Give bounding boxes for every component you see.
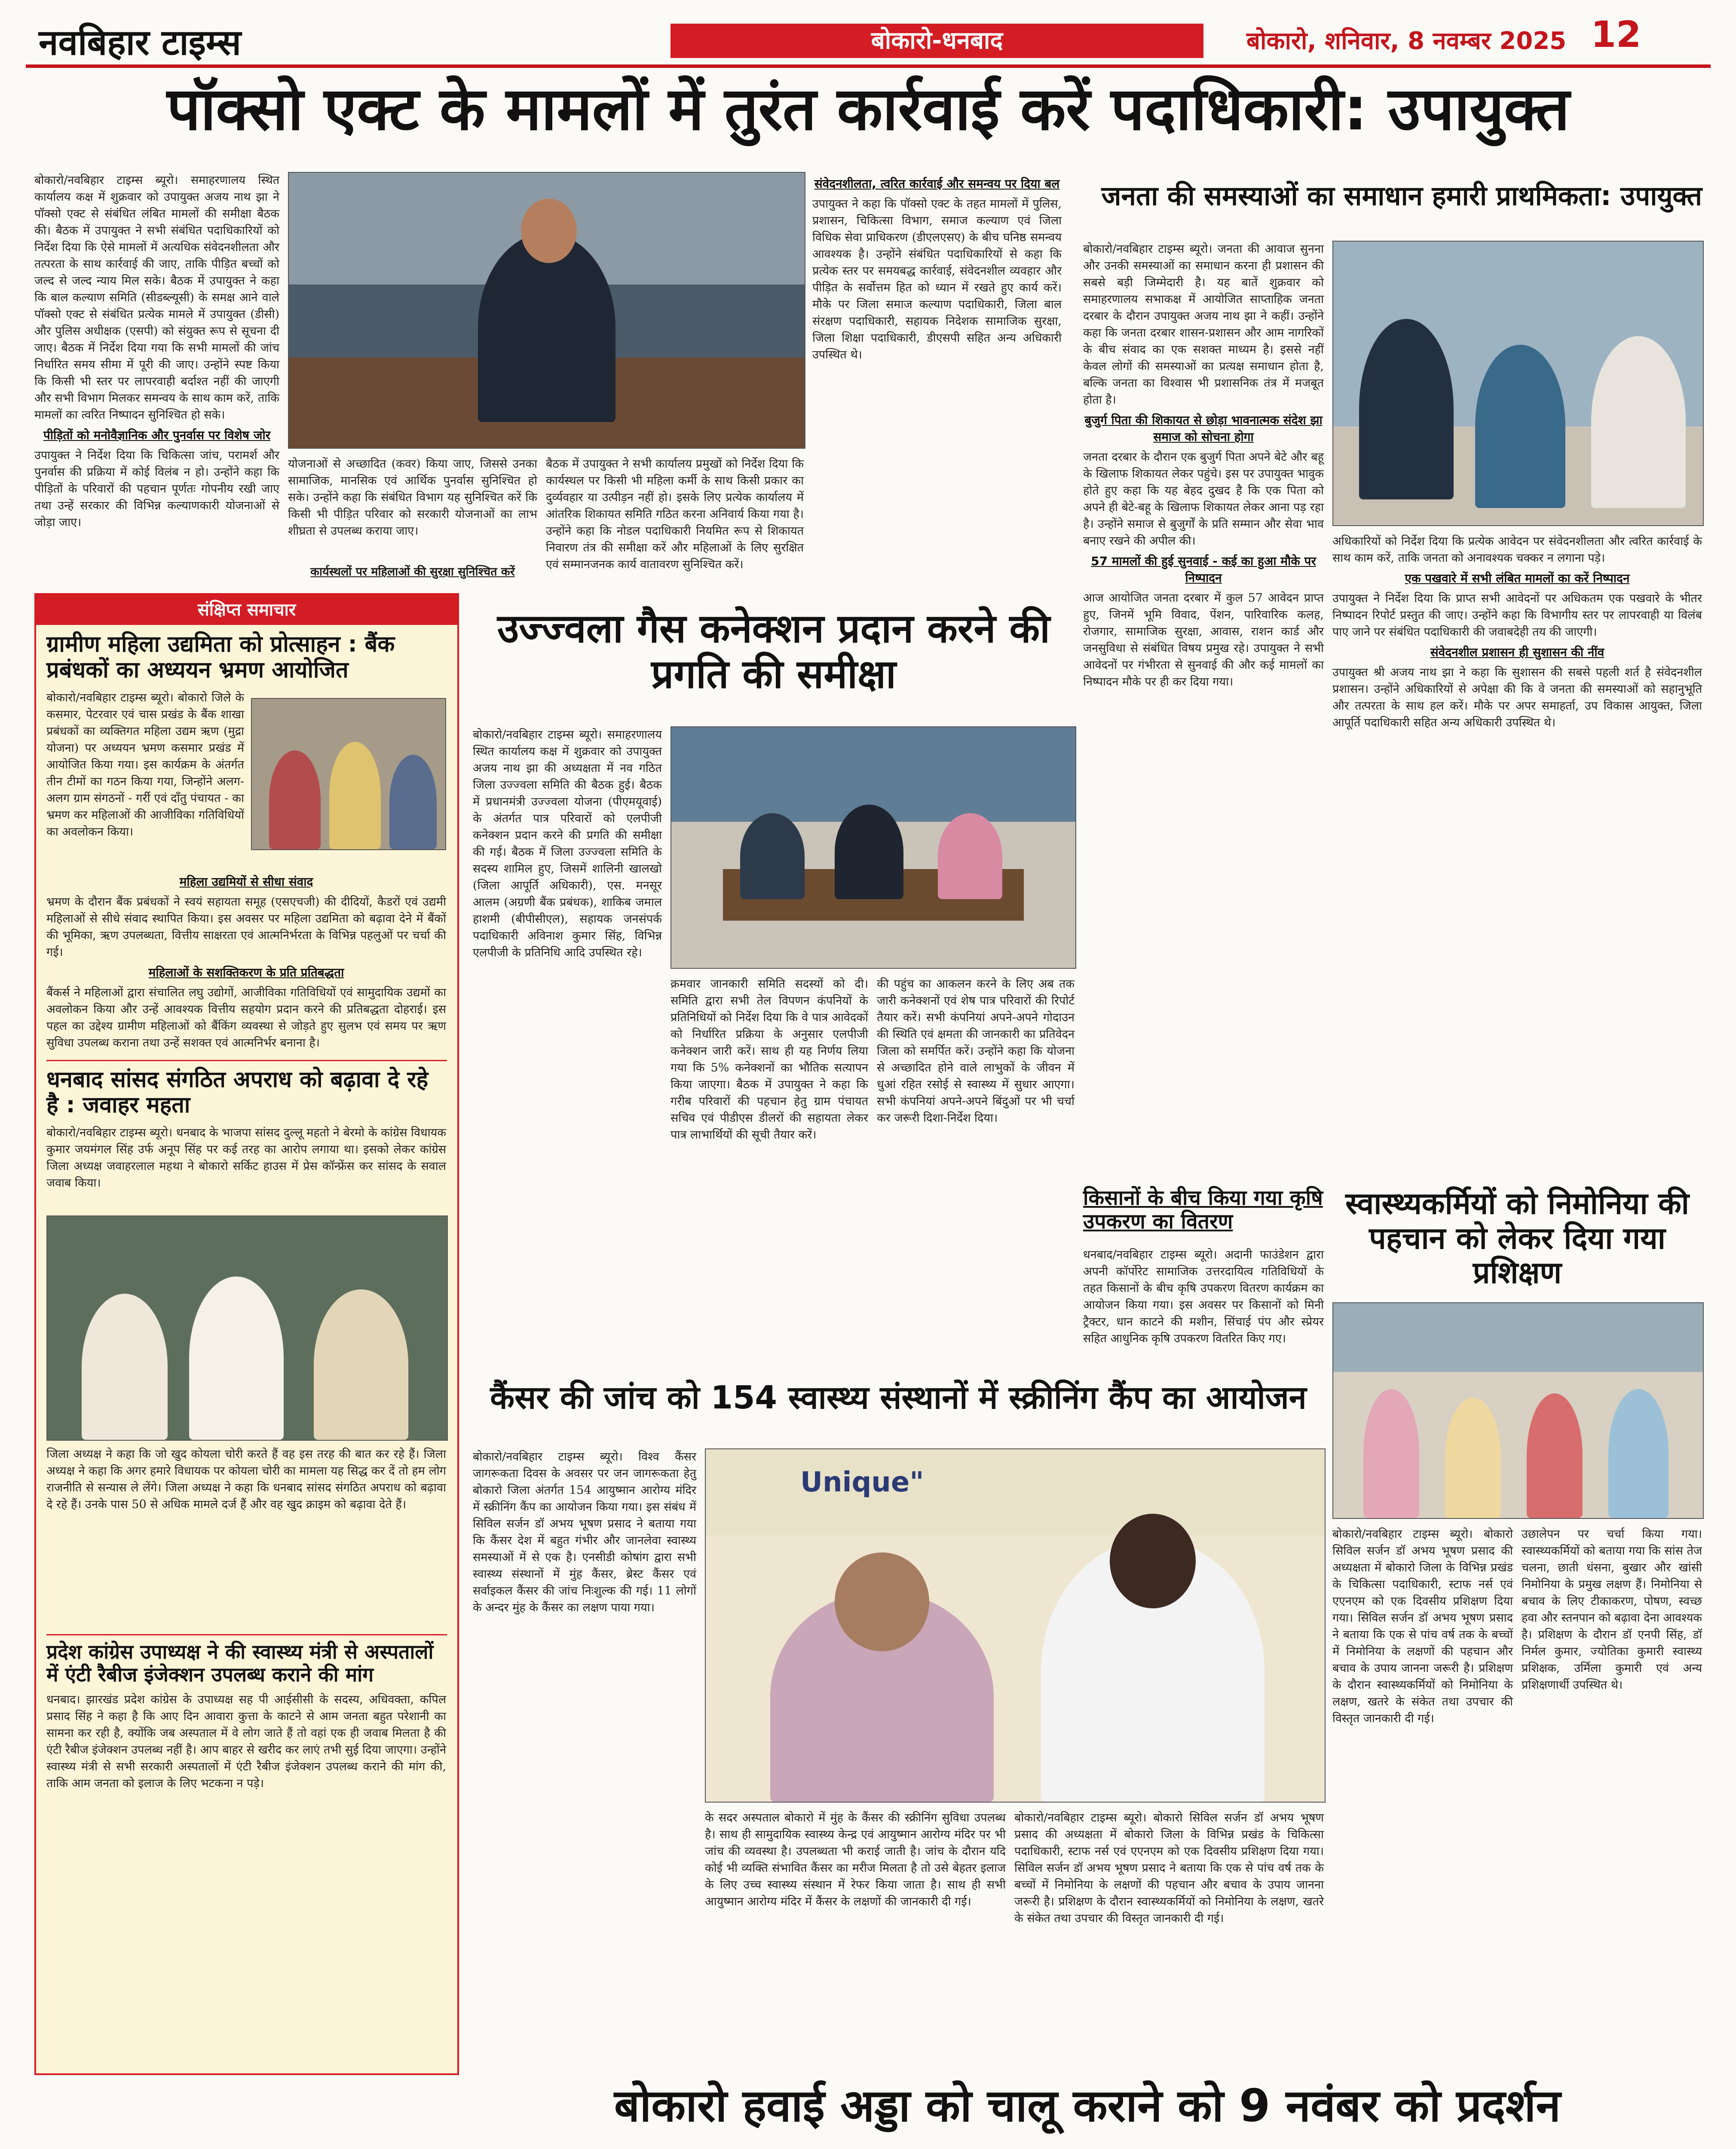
janta-column-2 xyxy=(1332,533,1702,1178)
brief-1-headline: ग्रामीण महिला उद्यमिता को प्रोत्साहन : बैंक प्रबंधकों का अध्ययन भ्रमण आयोजित xyxy=(46,631,395,683)
health-photo xyxy=(1332,1302,1704,1519)
lead-subhead-2: कार्यस्थलों पर महिलाओं की सुरक्षा सुनिश्चित करें xyxy=(310,565,515,579)
airport-headline: बोकारो हवाई अड्डा को चालू कराने को 9 नवंबर को प्रदर्शन xyxy=(614,2079,1561,2132)
janta-subhead-3: एक पखवारे में सभी लंबित मामलों का करें निष्पादन xyxy=(1405,571,1630,585)
brief-2-headline: धनबाद सांसद संगठित अपराध को बढ़ावा दे रहे है : जवाहर महता xyxy=(46,1060,447,1119)
janta-text-1c: आज आयोजित जनता दरबार में कुल 57 आवेदन प्राप्त हुए, जिनमें भूमि विवाद, पेंशन, पारिवारिक कलह, रोजगार, सामाजिक सुरक्षा, आवास, राशन कार्ड और जनसुविधा से संबंधित विषय प्रमुख रहे। उपायुक्त ने सभी आवेदनों पर गंभीरता से सुनवाई की और कई मामलों का निष्पादन मौके पर ही कर दिया गया। xyxy=(1083,591,1324,689)
brief-3-headline: प्रदेश कांग्रेस उपाध्यक्ष ने की स्वास्थ्य मंत्री से अस्पतालों में एंटी रैबीज इंजेक्शन उपलब्ध कराने की मांग xyxy=(46,1634,447,1686)
masthead-rule xyxy=(26,64,1711,68)
lead-column-1 xyxy=(34,172,279,529)
lead-text-1b: उपायुक्त ने निर्देश दिया कि चिकित्सा जांच, परामर्श और पुनर्वास की प्रक्रिया में कोई विलंब न हो। उन्होंने कहा कि पीड़ितों के परिवारों की पहचान पूर्णतः गोपनीय रखी जाए तथा उन्हें सरकार की विभिन्न कल्याणकारी योजनाओं से जोड़ा जाए। xyxy=(34,449,279,529)
lead-text-1: बोकारो/नवबिहार टाइम्स ब्यूरो। समाहरणालय स्थित कार्यालय कक्ष में शुक्रवार को उपायुक्त अजय नाथ झा ने पॉक्सो एक्ट से संबंधित लंबित मामलों की समीक्षा बैठक की। बैठक में उपायुक्त ने सभी संबंधित पदाधिकारियों को निर्देश दिया कि ऐसे मामलों में अत्यधिक संवेदनशीलता और तत्परता के साथ कार्रवाई की जाए, ताकि पीड़ित बच्चों को जल्द से जल्द न्याय मिल सके। बैठक में उपायुक्त ने कहा कि बाल कल्याण समिति (सीडब्ल्यूसी) के समक्ष आने वाले पॉक्सो एक्ट से संबंधित प्रत्येक मामले में उपायुक्त (डीसी) और पुलिस अधीक्षक (एसपी) को संयुक्त रूप से सूचना दी जाए। बैठक में निर्देश दिया गया कि सभी मामलों की जांच निर्धारित समय सीमा में पूरी की जाए। उन्होंने स्पष्ट किया कि किसी भी स्तर पर लापरवाही बर्दाश्त नहीं की जाएगी और सभी विभाग मिलकर समन्वय के साथ काम करें, ताकि मामलों का त्वरित निष्पादन सुनिश्चित हो सके। xyxy=(34,174,279,422)
janta-text-1b: जनता दरबार के दौरान एक बुजुर्ग पिता अपने बेटे और बहू के खिलाफ शिकायत लेकर पहुंचे। इस पर उपायुक्त भावुक होते हुए कहा कि यह बेहद दुखद है कि एक पिता को अपने ही बेटे-बहू के खिलाफ शिकायत लेकर आना पड़ रहा है। उन्होंने समाज से बुजुर्गों के प्रति सम्मान और सेवा भाव बनाए रखने की अपील की। xyxy=(1083,450,1324,548)
brief-1-subhead-2: महिलाओं के सशक्तिकरण के प्रति प्रतिबद्धता xyxy=(148,965,344,980)
lead-subhead-3: संवेदनशीलता, त्वरित कार्रवाई और समन्वय पर दिया बल xyxy=(814,177,1060,191)
health-column-1 xyxy=(1332,1526,1513,2072)
janta-text-1: बोकारो/नवबिहार टाइम्स ब्यूरो। जनता की आवाज सुनना और उनकी समस्याओं का समाधान करना ही प्रशासन की सबसे बड़ी जिम्मेदारी है। यह बातें शुक्रवार को समाहरणालय सभाकक्ष में आयोजित साप्ताहिक जनता दरबार के दौरान उपायुक्त अजय नाथ झा ने कहीं। उन्होंने कहा कि जनता दरबार शासन-प्रशासन और आम नागरिकों के बीच संवाद का एक सशक्त माध्यम है। इससे नहीं केवल लोगों की समस्याओं का प्रत्यक्ष समाधान होता है, बल्कि जनता का विश्वास भी प्रशासनिक तंत्र में मजबूत होता है। xyxy=(1083,242,1324,407)
janta-headline: जनता की समस्याओं का समाधान हमारी प्राथमिकता: उपायुक्त xyxy=(1101,180,1702,211)
brief-2-photo xyxy=(46,1215,448,1441)
health-headline: स्वास्थ्यकर्मियों को निमोनिया की पहचान को लेकर दिया गया प्रशिक्षण xyxy=(1345,1186,1689,1290)
kisan-headline: किसानों के बीच किया गया कृषि उपकरण का वितरण xyxy=(1083,1186,1323,1234)
janta-photo xyxy=(1332,241,1704,526)
lead-headline: पॉक्सो एक्ट के मामलों में तुरंत कार्रवाई करें पदाधिकारी: उपायुक्त xyxy=(167,74,1570,144)
lead-photo xyxy=(288,172,805,449)
cancer-column-2 xyxy=(705,1809,1006,2072)
brief-1-subhead-1: महिला उद्यमियों से सीधा संवाद xyxy=(179,874,313,889)
health-text-2: उछालेपन पर चर्चा किया गया। स्वास्थ्यकर्मियों को बताया गया कि सांस तेज चलना, छाती धंसना, बुखार और खांसी निमोनिया के प्रमुख लक्षण हैं। निमोनिया से बचाव के लिए टीकाकरण, पोषण, स्वच्छ हवा और स्तनपान को बढ़ावा देना आवश्यक है। प्रशिक्षण के दौरान डॉ एनपी सिंह, डॉ निर्मल कुमार, ज्योतिका कुमारी स्वास्थ्य प्रशिक्षक, उर्मिला कुमारी एवं अन्य प्रशिक्षणार्थी उपस्थित थे। xyxy=(1522,1528,1702,1692)
health-column-2 xyxy=(1522,1526,1702,2072)
ujjwala-text-2: क्रमवार जानकारी समिति सदस्यों को दी। समिति द्वारा सभी तेल विपणन कंपनियों के प्रतिनिधियों को निर्देश दिया कि वे पात्र आवेदकों को निर्धारित प्रक्रिया के अनुसार एलपीजी कनेक्शन जारी करें। साथ ही यह निर्णय लिया गया कि 5% कनेक्शनों का भौतिक सत्यापन किया जाएगा। बैठक में उपायुक्त ने कहा कि गरीब परिवारों की पहचान हेतु ग्राम पंचायत सचिव एवं पीडीएस डीलरों की सहायता लेकर पात्र लाभार्थियों की सूची तैयार करें। xyxy=(671,977,868,1142)
lead-column-2 xyxy=(288,456,537,563)
cancer-text-2: के सदर अस्पताल बोकारो में मुंह के कैंसर की स्क्रीनिंग सुविधा उपलब्ध है। साथ ही सामुदायिक स्वास्थ्य केन्द्र एवं आयुष्मान आरोग्य मंदिर पर भी जांच की व्यवस्था है। उपलब्धता भी कराई जाती है। जांच के दौरान यदि कोई भी व्यक्ति संभावित कैंसर का मरीज मिलता है तो उसे बेहतर इलाज के लिए उच्च स्वास्थ्य संस्थान में रेफर किया जाता है। साथ ही सभी आयुष्मान आरोग्य मंदिर में कैंसर के लक्षणों की जानकारी दी गई। xyxy=(705,1811,1006,1908)
brief-1-text-b: भ्रमण के दौरान बैंक प्रबंधकों ने स्वयं सहायता समूह (एसएचजी) की दीदियों, कैडरों एवं उद्यमी महिलाओं से सीधे संवाद स्थापित किया। इस अवसर पर महिला उद्यमिता को बढ़ावा देने में बैंकों की भूमिका, ऋण उपलब्धता, वित्तीय साक्षरता एवं आत्मनिर्भरता के विभिन्न पहलुओं पर चर्चा की गई। xyxy=(46,895,446,959)
lead-column-4 xyxy=(812,172,1062,585)
lead-text-2: योजनाओं से अच्छादित (कवर) किया जाए, जिससे उनका सामाजिक, मानसिक एवं आर्थिक पुनर्वास सुनिश्चित हो सके। उन्होंने कहा कि संबंधित विभाग यह सुनिश्चित करें कि किसी भी पीड़ित परिवार को सरकारी योजनाओं का लाभ शीघ्रता से उपलब्ध कराया जाए। xyxy=(288,457,537,538)
brief-1-text: बोकारो/नवबिहार टाइम्स ब्यूरो। बोकारो जिले के कसमार, पेटरवार एवं चास प्रखंड के बैंक शाखा प्रबंधकों का व्यक्तिगत महिला उद्यम ऋण (मुद्रा योजना) पर अध्ययन भ्रमण कसमार प्रखंड में आयोजित किया गया। इस कार्यक्रम के अंतर्गत तीन टीमों का गठन किया गया, जिन्होंने अलग-अलग ग्राम संगठनों - गर्री एवं दाँतु पंचायत - का भ्रमण कर महिलाओं की आजीविका गतिविधियों का अवलोकन किया। xyxy=(46,691,244,839)
cancer-text-1: बोकारो/नवबिहार टाइम्स ब्यूरो। विश्व कैंसर जागरूकता दिवस के अवसर पर जन जागरूकता हेतु बोकारो जिला अंतर्गत 154 आयुष्मान आरोग्य मंदिर में स्क्रीनिंग कैंप का आयोजन किया गया। इस संबंध में सिविल सर्जन डॉ अभय भूषण प्रसाद ने बताया गया कि कैंसर देश में बहुत गंभीर और जानलेवा स्वास्थ्य समस्याओं में से एक है। एनसीडी कोषांग द्वारा सभी स्वास्थ्य संस्थानों में मुंह कैंसर, ब्रेस्ट कैंसर एवं सर्वाइकल कैंसर की जांच निःशुल्क की गई। 11 लोगों के अन्दर मुंह के कैंसर का लक्षण पाया गया। xyxy=(473,1450,696,1614)
janta-subhead-2: 57 मामलों की हुई सुनवाई - कई का हुआ मौके पर निष्पादन xyxy=(1091,554,1316,585)
masthead-name: नवबिहार टाइम्स xyxy=(39,22,241,63)
ujjwala-headline: उज्ज्वला गैस कनेक्शन प्रदान करने की प्रगति की समीक्षा xyxy=(497,606,1050,697)
briefs-header: संक्षिप्त समाचार xyxy=(36,595,457,625)
cancer-column-3 xyxy=(1014,1809,1324,2072)
cancer-headline: कैंसर की जांच को 154 स्वास्थ्य संस्थानों में स्क्रीनिंग कैंप का आयोजन xyxy=(490,1379,1307,1416)
ujjwala-column-3 xyxy=(877,976,1075,1298)
lead-text-3: बैठक में उपायुक्त ने सभी कार्यालय प्रमुखों को निर्देश दिया कि कार्यस्थल पर किसी भी महिला कर्मी के साथ किसी प्रकार का दुर्व्यवहार या उत्पीड़न नहीं हो। इसके लिए प्रत्येक कार्यालय में आंतरिक शिकायत समिति गठित करना अनिवार्य किया गया है। उन्होंने कहा कि नोडल पदाधिकारी नियमित रूप से शिकायत निवारण तंत्र की समीक्षा करें और महिलाओं के लिए सुरक्षित एवं सम्मानजनक कार्य वातावरण सुनिश्चित करें। xyxy=(546,457,804,571)
janta-text-2: अधिकारियों को निर्देश दिया कि प्रत्येक आवेदन पर संवेदनशीलता और त्वरित कार्रवाई के साथ काम करें, ताकि जनता को अनावश्यक चक्कर न लगाना पड़े। xyxy=(1332,535,1702,565)
ujjwala-photo xyxy=(671,726,1076,969)
ujjwala-column-1 xyxy=(473,726,662,1294)
cancer-column-1 xyxy=(473,1448,696,2072)
section-label: बोकारो-धनबाद xyxy=(671,24,1203,58)
cancer-banner-text: Unique" xyxy=(800,1466,924,1498)
health-text-1: बोकारो/नवबिहार टाइम्स ब्यूरो। बोकारो सिविल सर्जन डॉ अभय भूषण प्रसाद की अध्यक्षता में बोकारो जिला के विभिन्न प्रखंड के चिकित्सा पदाधिकारी, स्टाफ नर्स एवं एएनएम को एक दिवसीय प्रशिक्षण दिया गया। सिविल सर्जन डॉ अभय भूषण प्रसाद ने बताया कि एक से पांच वर्ष तक के बच्चों में निमोनिया के लक्षणों की पहचान और बचाव के उपाय जानना जरूरी है। प्रशिक्षण के दौरान स्वास्थ्यकर्मियों को निमोनिया के लक्षण, खतरे के संकेत तथा उपचार की विस्तृत जानकारी दी गई। xyxy=(1332,1528,1513,1725)
kisan-text: धनबाद/नवबिहार टाइम्स ब्यूरो। अदानी फाउंडेशन द्वारा अपनी कॉर्पोरेट सामाजिक उत्तरदायित्व गतिविधियों के तहत किसानों के बीच कृषि उपकरण वितरण कार्यक्रम का आयोजन किया गया। इस अवसर पर किसानों को मिनी ट्रैक्टर, धान काटने की मशीन, सिंचाई पंप और स्प्रेयर सहित आधुनिक कृषि उपकरण वितरित किए गए। xyxy=(1083,1248,1324,1345)
lead-subhead-1: पीड़ितों को मनोवैज्ञानिक और पुनर्वास पर विशेष जोर xyxy=(43,428,271,442)
brief-2-text: बोकारो/नवबिहार टाइम्स ब्यूरो। धनबाद के भाजपा सांसद दुल्लू महतो ने बेरमो के कांग्रेस विधायक कुमार जयमंगल सिंह उर्फ अनूप सिंह पर कई तरह का आरोप लगाया था। इसको लेकर कांग्रेस जिला अध्यक्ष जवाहरलाल महथा ने बोकारो सर्किट हाउस में प्रेस कॉन्फ्रेंस कर सांसद के सवाल जवाब किया। xyxy=(46,1126,446,1190)
ujjwala-text-1: बोकारो/नवबिहार टाइम्स ब्यूरो। समाहरणालय स्थित कार्यालय कक्ष में शुक्रवार को उपायुक्त अजय नाथ झा की अध्यक्षता में नव गठित जिला उज्ज्वला समिति की बैठक हुई। बैठक में प्रधानमंत्री उज्ज्वला योजना (पीएमयूवाई) के अंतर्गत पात्र परिवारों को एलपीजी कनेक्शन प्रदान करने की प्रगति की समीक्षा की गई। बैठक में जिला उज्ज्वला समिति के सदस्य शामिल हुए, जिसमें शालिनी खालखो (जिला आपूर्ति अधिकारी), एस. मनसूर आलम (अग्रणी बैंक प्रबंधक), शाकिब जमाल हाशमी (बीपीसीएल), सहायक जनसंपर्क पदाधिकारी अविनाश कुमार सिंह, विभिन्न एलपीजी के प्रतिनिधि आदि उपस्थित रहे। xyxy=(473,728,662,959)
briefs-box xyxy=(34,593,459,2075)
janta-subhead-1: बुजुर्ग पिता की शिकायत से छोड़ा भावनात्मक संदेश झा समाज को सोचना होगा xyxy=(1084,413,1323,444)
janta-subhead-4: संवेदनशील प्रशासन ही सुशासन की नींव xyxy=(1430,645,1604,659)
cancer-text-3: बोकारो/नवबिहार टाइम्स ब्यूरो। बोकारो सिविल सर्जन डॉ अभय भूषण प्रसाद की अध्यक्षता में बोकारो जिला के विभिन्न प्रखंड के चिकित्सा पदाधिकारी, स्टाफ नर्स एवं एएनएम को एक दिवसीय प्रशिक्षण दिया गया। सिविल सर्जन डॉ अभय भूषण प्रसाद ने बताया कि एक से पांच वर्ष तक के बच्चों में निमोनिया के लक्षणों की पहचान और बचाव के उपाय जानना जरूरी है। प्रशिक्षण के दौरान स्वास्थ्यकर्मियों को निमोनिया के लक्षण, खतरे के संकेत तथा उपचार की विस्तृत जानकारी दी गई। xyxy=(1014,1811,1324,1925)
janta-text-2b: उपायुक्त ने निर्देश दिया कि प्राप्त सभी आवेदनों पर अधिकतम एक पखवारे के भीतर निष्पादन रिपोर्ट प्रस्तुत की जाए। उन्होंने कहा कि विभागीय स्तर पर लापरवाही या विलंब पाए जाने पर संबंधित पदाधिकारी की जवाबदेही तय की जाएगी। xyxy=(1332,592,1702,639)
ujjwala-column-2 xyxy=(671,976,868,1298)
lead-text-4: उपायुक्त ने कहा कि पॉक्सो एक्ट के तहत मामलों में पुलिस, प्रशासन, चिकित्सा विभाग, समाज कल्याण एवं जिला विधिक सेवा प्राधिकरण (डीएलएसए) के बीच घनिष्ठ समन्वय आवश्यक है। उन्होंने संबंधित पदाधिकारियों से कहा कि प्रत्येक स्तर पर समयबद्ध कार्रवाई, संवेदनशील व्यवहार और पीड़ित के सर्वोत्तम हित को ध्यान में रखते हुए कार्य करें। मौके पर जिला समाज कल्याण पदाधिकारी, जिला बाल संरक्षण पदाधिकारी, सहायक निदेशक सामाजिक सुरक्षा, जिला शिक्षा पदाधिकारी, डीएसपी सहित अन्य अधिकारी उपस्थित थे। xyxy=(812,197,1062,361)
brief-2-text-b: जिला अध्यक्ष ने कहा कि जो खुद कोयला चोरी करते हैं वह इस तरह की बात कर रहे हैं। जिला अध्यक्ष ने कहा कि अगर हमारे विधायक पर कोयला चोरी का मामला यह सिद्ध कर दें तो हम लोग राजनीति से सन्यास ले लेंगे। जिला अध्यक्ष ने कहा कि धनबाद सांसद संगठित अपराध को बढ़ावा दे रहे हैं। उनके पास 50 से अधिक मामले दर्ज हैं और वह खुद क्राइम को बढ़ावा देते हैं। xyxy=(46,1448,446,1512)
ujjwala-text-3: की पहुंच का आकलन करने के लिए अब तक जारी कनेक्शनों एवं शेष पात्र परिवारों की रिपोर्ट तैयार करें। सभी कंपनियां अपने-अपने गोदाउन की स्थिति एवं क्षमता की जानकारी का प्रतिवेदन जिला को समर्पित करें। उन्होंने कहा कि योजना से अच्छादित होने वाले लाभुकों के जीवन में धुआं रहित रसोई से स्वास्थ्य में सुधार आएगा। सभी कंपनियां अपने-अपने बिंदुओं पर भी चर्चा कर जरूरी दिशा-निर्देश दिया। xyxy=(877,977,1075,1125)
lead-column-3 xyxy=(546,456,804,580)
brief-1-photo xyxy=(251,698,446,850)
brief-3-text: धनबाद। झारखंड प्रदेश कांग्रेस के उपाध्यक्ष सह पी आईसीसी के सदस्य, अधिवक्ता, कपिल प्रसाद सिंह ने कहा है कि आए दिन आवारा कुत्ता के काटने से आम जनता बहुत परेशानी का सामना कर रही है, क्योंकि जब अस्पताल में वे लोग जाते हैं तो वहां एक ही जवाब मिलता है की एंटी रैबीज इंजेक्शन उपलब्ध नहीं है। आप बाहर से खरीद कर लाएं तभी सुई दिया जाएगा। उन्होंने स्वास्थ्य मंत्री से सभी सरकारी अस्पतालों में एंटी रैबीज इंजेक्शन उपलब्ध कराने की मांग की, ताकि आम जनता को इलाज के लिए भटकना न पड़े। xyxy=(46,1693,446,1790)
page-number: 12 xyxy=(1591,13,1641,55)
janta-column-1 xyxy=(1083,241,1324,1178)
date-line: बोकारो, शनिवार, 8 नवम्बर 2025 xyxy=(1246,27,1567,55)
janta-text-2c: उपायुक्त श्री अजय नाथ झा ने कहा कि सुशासन की सबसे पहली शर्त है संवेदनशील प्रशासन। उन्होंने अधिकारियों से अपेक्षा की कि वे जनता की समस्याओं को सहानुभूति और तत्परता के साथ हल करें। मौके पर अपर समाहर्ता, उप विकास आयुक्त, जिला आपूर्ति पदाधिकारी सहित अन्य अधिकारी उपस्थित थे। xyxy=(1332,666,1702,729)
brief-1-text-c: बैंकर्स ने महिलाओं द्वारा संचालित लघु उद्योगों, आजीविका गतिविधियों एवं सामुदायिक उद्यमों का अवलोकन किया और उन्हें आवश्यक वित्तीय सहयोग प्रदान करने की प्रतिबद्धता दोहराई। इस पहल का उद्देश्य ग्रामीण महिलाओं को बैंकिंग व्यवस्था से जोड़ते हुए सुलभ एवं समय पर ऋण सुविधा उपलब्ध कराना तथा उन्हें सशक्त एवं आत्मनिर्भर बनाना है। xyxy=(46,986,446,1050)
cancer-photo xyxy=(705,1448,1326,1803)
